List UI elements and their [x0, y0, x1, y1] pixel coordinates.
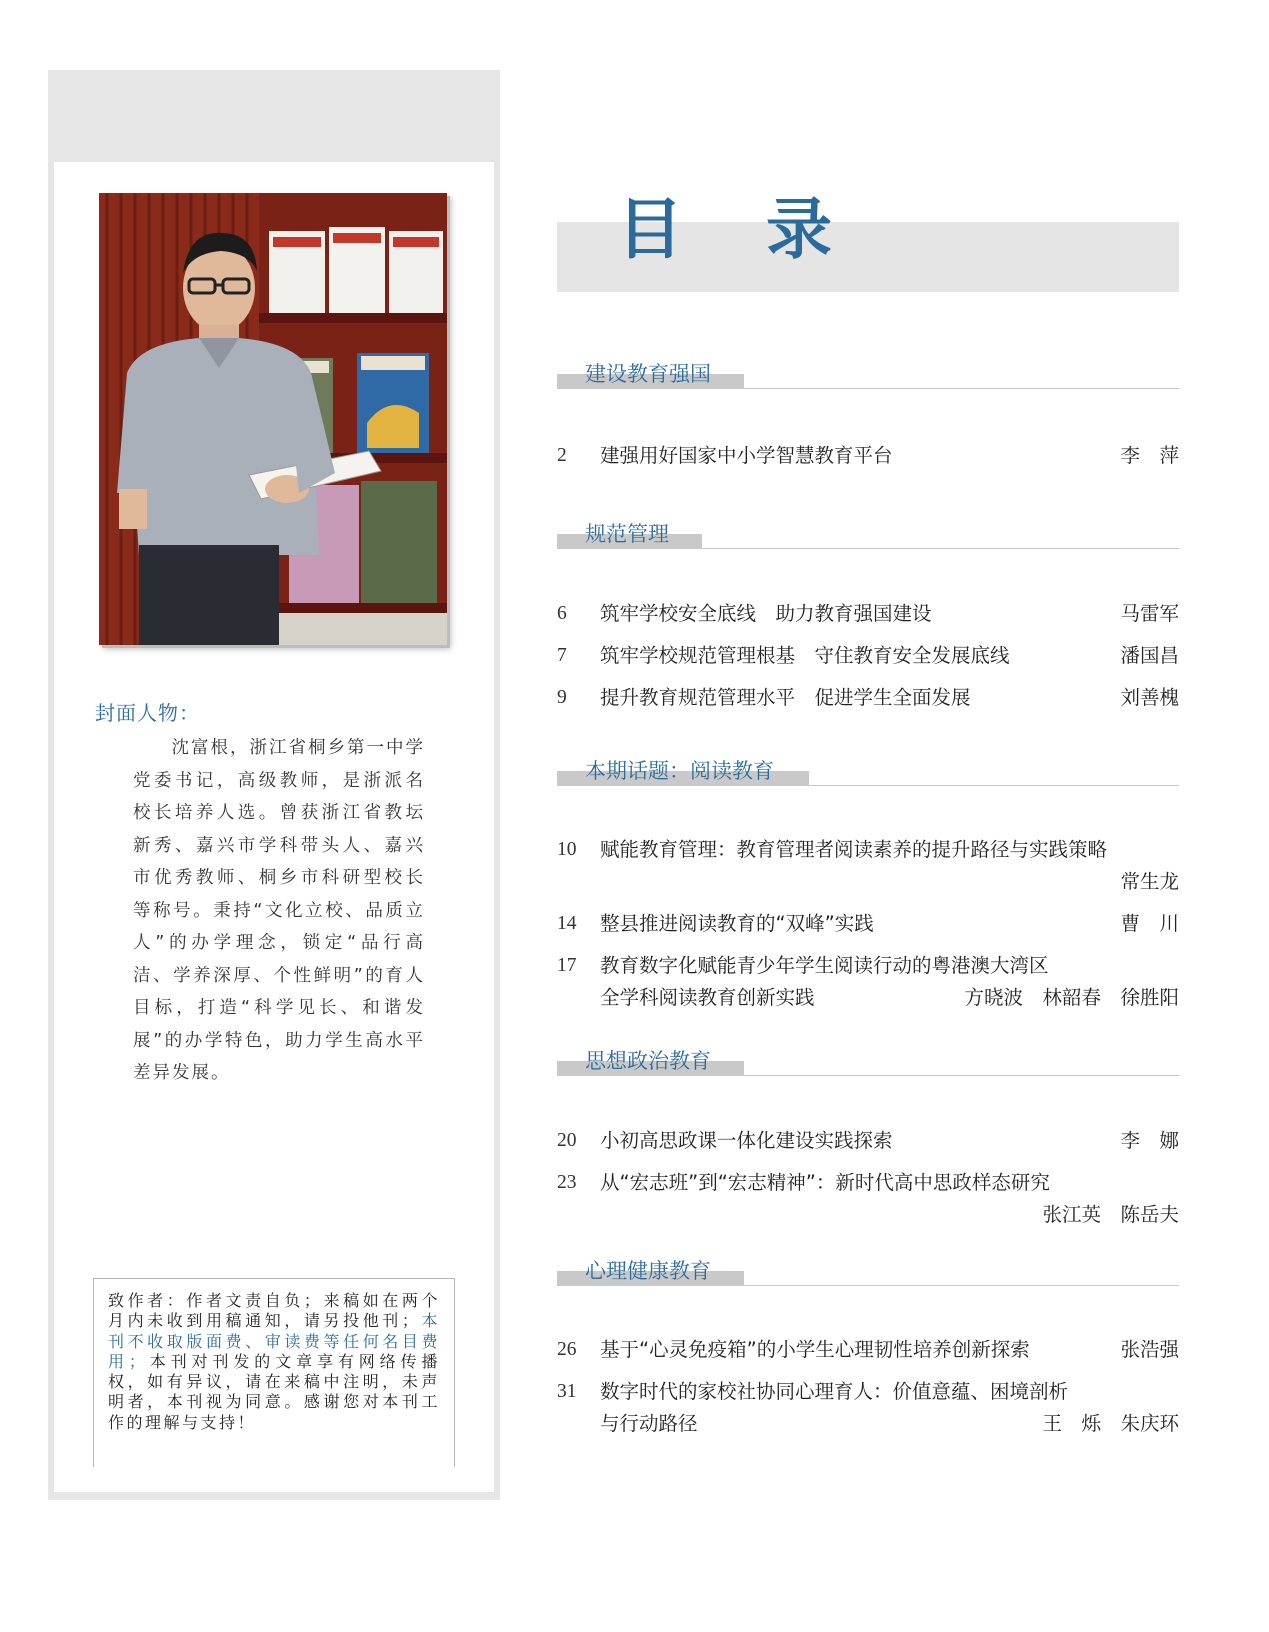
section-label: 本期话题：阅读教育: [585, 759, 774, 783]
cover-photo: [99, 193, 447, 645]
section-header-reading-education: [557, 755, 1179, 789]
cover-person-text: 沈富根，浙江省桐乡第一中学党委书记，高级教师，是浙派名校长培养人选。曾获浙江省教坛新秀、嘉兴市学科带头人、嘉兴市优秀教师、桐乡市科研型校长等称号。秉持“文化立校、品质立人”的办学理念，锁定“品行高洁、学养深厚、个性鲜明”的育人目标，打造“科学见长、和谐发展”的办学特色，助力学生高水平差异发展。: [133, 738, 425, 1083]
toc-title: 目 录: [617, 191, 862, 268]
toc-author: 张浩强: [1120, 1338, 1179, 1361]
section-label: 思想政治教育: [585, 1049, 711, 1073]
toc-article-title: 建强用好国家中小学智慧教育平台: [600, 444, 893, 467]
toc-page-number: 2: [557, 445, 567, 466]
section-label: 建设教育强国: [585, 362, 711, 386]
toc-page-number: 9: [557, 687, 567, 708]
section-header-education-power: [557, 358, 1179, 392]
toc-article-title: 数字时代的家校社协同心理育人：价值意蕴、困境剖析: [600, 1380, 1069, 1403]
toc-author: 刘善槐: [1120, 686, 1179, 709]
toc-article-title: 筑牢学校规范管理根基 守住教育安全发展底线: [600, 644, 1010, 667]
toc-page-number: 10: [557, 839, 577, 860]
toc-page-number: 6: [557, 603, 567, 624]
toc-article-title: 筑牢学校安全底线 助力教育强国建设: [600, 602, 932, 625]
toc-author: 张江英 陈岳夫: [1042, 1203, 1179, 1226]
toc-author: 马雷军: [1120, 602, 1179, 625]
toc-page-number: 7: [557, 645, 567, 666]
notice-highlight: 本刊不收取版面费、审读费等任何名目费用；: [108, 1311, 440, 1371]
toc-page-number: 23: [557, 1172, 577, 1193]
toc-article-title: 赋能教育管理：教育管理者阅读素养的提升路径与实践策略: [600, 838, 1108, 861]
section-label: 规范管理: [585, 522, 669, 546]
toc-page-number: 31: [557, 1381, 577, 1402]
section-rule: [557, 548, 1179, 549]
toc-article-title: 整县推进阅读教育的“双峰”实践: [600, 912, 874, 935]
toc-author: 潘国昌: [1120, 644, 1179, 667]
section-header-ideological-education: [557, 1045, 1179, 1079]
toc-author: 李 萍: [1120, 444, 1179, 467]
toc-article-title-line2: 与行动路径: [600, 1412, 698, 1435]
cover-person-heading: 封面人物：: [95, 701, 200, 725]
toc-author: 曹 川: [1120, 912, 1179, 935]
section-label: 心理健康教育: [585, 1259, 711, 1283]
section-rule: [557, 1285, 1179, 1286]
section-rule: [557, 388, 1179, 389]
toc-page-number: 17: [557, 955, 577, 976]
section-rule: [557, 1075, 1179, 1076]
toc-author: 常生龙: [1120, 870, 1179, 893]
toc-article-title: 基于“心灵免疫箱”的小学生心理韧性培养创新探索: [600, 1338, 1030, 1361]
notice-text-part1: 致作者：作者文责自负；来稿如在两个月内未收到用稿通知，请另投他刊；: [108, 1291, 440, 1331]
toc-author: 李 娜: [1120, 1129, 1179, 1152]
toc-article-title-line2: 全学科阅读教育创新实践: [600, 986, 815, 1009]
toc-page-number: 20: [557, 1130, 577, 1151]
toc-article-title: 提升教育规范管理水平 促进学生全面发展: [600, 686, 971, 709]
section-header-regulated-management: [557, 518, 1179, 552]
section-rule: [557, 785, 1179, 786]
toc-article-title: 教育数字化赋能青少年学生阅读行动的粤港澳大湾区: [600, 954, 1049, 977]
toc-page-number: 14: [557, 913, 577, 934]
toc-article-title: 小初高思政课一体化建设实践探索: [600, 1129, 893, 1152]
section-header-mental-health: [557, 1255, 1179, 1289]
notice-text-part2: 本刊对刊发的文章享有网络传播权，如有异议，请在来稿中注明，未声明者，本刊视为同意。感谢您对本刊工作的理解与支持！: [108, 1351, 440, 1432]
toc-author: 王 烁 朱庆环: [1042, 1412, 1179, 1435]
cover-person-description: [133, 732, 425, 1090]
author-notice-box: [93, 1278, 455, 1467]
toc-page-number: 26: [557, 1339, 577, 1360]
toc-article-title: 从“宏志班”到“宏志精神”：新时代高中思政样态研究: [600, 1171, 1050, 1194]
toc-author: 方晓波 林韶春 徐胜阳: [964, 986, 1179, 1009]
